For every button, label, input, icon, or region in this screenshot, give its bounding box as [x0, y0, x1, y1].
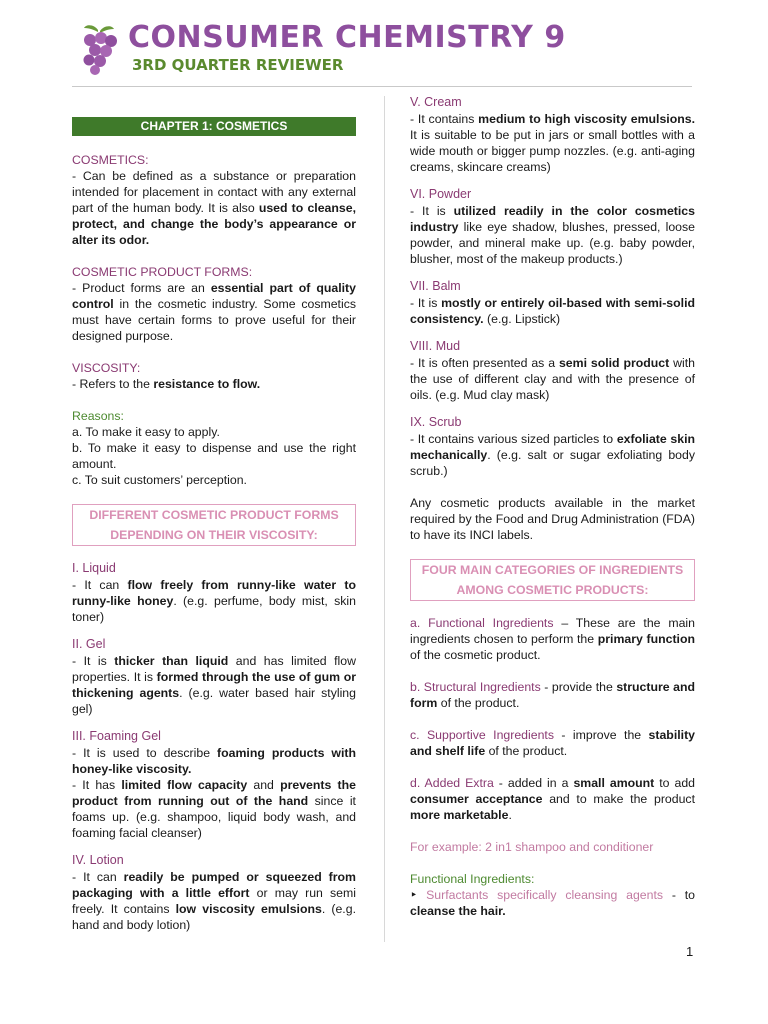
section-text: - Can be defined as a substance or preparation intended for placement in contact with any external part of the human body. It is also used to cleanse, protect, and change the body’s appearance or alter its odor.: [72, 169, 356, 247]
list-item: a. To make it easy to apply.: [72, 425, 220, 439]
section-text: - Refers to the resistance to flow.: [72, 377, 261, 391]
form-text: - It can readily be pumped or squeezed from packaging with a little effort or may run semi freely. It contains low viscosity emulsions. (e.g. hand and body lotion): [72, 870, 356, 932]
form-mud: [410, 338, 695, 403]
bullet-icon: ‣: [410, 888, 427, 902]
list-item: b. To make it easy to dispense and use the right amount.: [72, 441, 356, 471]
viscosity-section: [72, 360, 356, 392]
form-text: - It has limited flow capacity and prevents the product from running out of the hand since it foams up. (e.g. shampoo, liquid body wash, and foaming facial cleanser): [72, 778, 356, 840]
supportive-ingredients: c. Supportive Ingredients - improve the stability and shelf life of the product.: [410, 728, 695, 758]
example-note: For example: 2 in1 shampoo and conditioner: [410, 840, 654, 854]
form-heading: V. Cream: [410, 95, 462, 109]
list-heading: Functional Ingredients:: [410, 872, 535, 886]
form-heading: III. Foaming Gel: [72, 729, 161, 743]
form-text: - It is thicker than liquid and has limited flow properties. It is formed through the use of gum or thickening agents. (e.g. water based hair styling gel): [72, 654, 356, 716]
form-heading: IX. Scrub: [410, 415, 462, 429]
form-text: - It contains medium to high viscosity emulsions. It is suitable to be put in jars or small bottles with a wide mouth or bigger pump nozzles. (e.g. anti-aging creams, skincare creams): [410, 112, 695, 174]
form-heading: IV. Lotion: [72, 853, 124, 867]
document-subtitle: 3RD QUARTER REVIEWER: [132, 56, 344, 74]
left-column: [72, 96, 356, 944]
form-text: - It is mostly or entirely oil-based with semi-solid consistency. (e.g. Lipstick): [410, 296, 695, 326]
reasons-section: [72, 408, 356, 488]
page-number: 1: [686, 944, 694, 959]
structural-ingredients: b. Structural Ingredients - provide the structure and form of the product.: [410, 680, 695, 710]
cosmetics-section: [72, 152, 356, 248]
section-heading: Reasons:: [72, 409, 124, 423]
form-gel: [72, 636, 356, 717]
form-powder: [410, 186, 695, 267]
document-title: CONSUMER CHEMISTRY 9: [128, 20, 566, 55]
form-foaming-gel: [72, 728, 356, 841]
form-text: - It is utilized readily in the color cosmetics industry like eye shadow, blushes, pressed, loose powder, and mineral make up. (e.g. baby powder, blusher, most of the makeup products.): [410, 204, 695, 266]
form-text: - It is used to describe foaming products with honey-like viscosity.: [72, 746, 356, 776]
form-lotion: [72, 852, 356, 933]
section-heading: VISCOSITY:: [72, 361, 141, 375]
document-header: [72, 18, 692, 82]
form-heading: I. Liquid: [72, 561, 116, 575]
functional-ingredients: a. Functional Ingredients – These are the main ingredients chosen to perform the primary function of the cosmetic product.: [410, 616, 695, 662]
inci-note: Any cosmetic products available in the market required by the Food and Drug Administration (FDA) to have its INCI labels.: [410, 496, 695, 542]
form-text: - It is often presented as a semi solid product with the use of different clay and with the presence of oils. (e.g. Mud clay mask): [410, 356, 695, 402]
column-divider: [384, 96, 385, 942]
form-heading: VII. Balm: [410, 279, 461, 293]
form-balm: [410, 278, 695, 327]
form-heading: VIII. Mud: [410, 339, 461, 353]
form-heading: VI. Powder: [410, 187, 472, 201]
viscosity-forms-box: DIFFERENT COSMETIC PRODUCT FORMS DEPENDING ON THEIR VISCOSITY:: [72, 504, 356, 546]
right-column: [410, 94, 695, 935]
form-liquid: [72, 560, 356, 625]
ingredient-categories-box: FOUR MAIN CATEGORIES OF INGREDIENTS AMONG COSMETIC PRODUCTS:: [410, 559, 695, 601]
section-heading: COSMETICS:: [72, 153, 149, 167]
product-forms-section: [72, 264, 356, 344]
chapter-heading: CHAPTER 1: COSMETICS: [72, 117, 356, 136]
form-cream: [410, 94, 695, 175]
added-extra: d. Added Extra - added in a small amount to add consumer acceptance and to make the product more marketable.: [410, 776, 696, 822]
list-item: c. To suit customers’ perception.: [72, 473, 247, 487]
form-text: - It can flow freely from runny-like water to runny-like honey. (e.g. perfume, body mist, skin toner): [72, 578, 356, 624]
form-text: - It contains various sized particles to exfoliate skin mechanically. (e.g. salt or sugar exfoliating body scrub.): [410, 432, 695, 478]
functional-ingredients-list: [410, 871, 695, 919]
section-text: - Product forms are an essential part of quality control in the cosmetic industry. Some cosmetics must have certain forms to prove useful for their designed purpose.: [72, 281, 356, 343]
list-item: ‣ Surfactants specifically cleansing agents - to cleanse the hair.: [410, 888, 696, 918]
form-scrub: [410, 414, 695, 479]
section-heading: COSMETIC PRODUCT FORMS:: [72, 265, 253, 279]
form-heading: II. Gel: [72, 637, 106, 651]
header-divider: [72, 86, 692, 87]
grapes-icon: [76, 22, 122, 76]
